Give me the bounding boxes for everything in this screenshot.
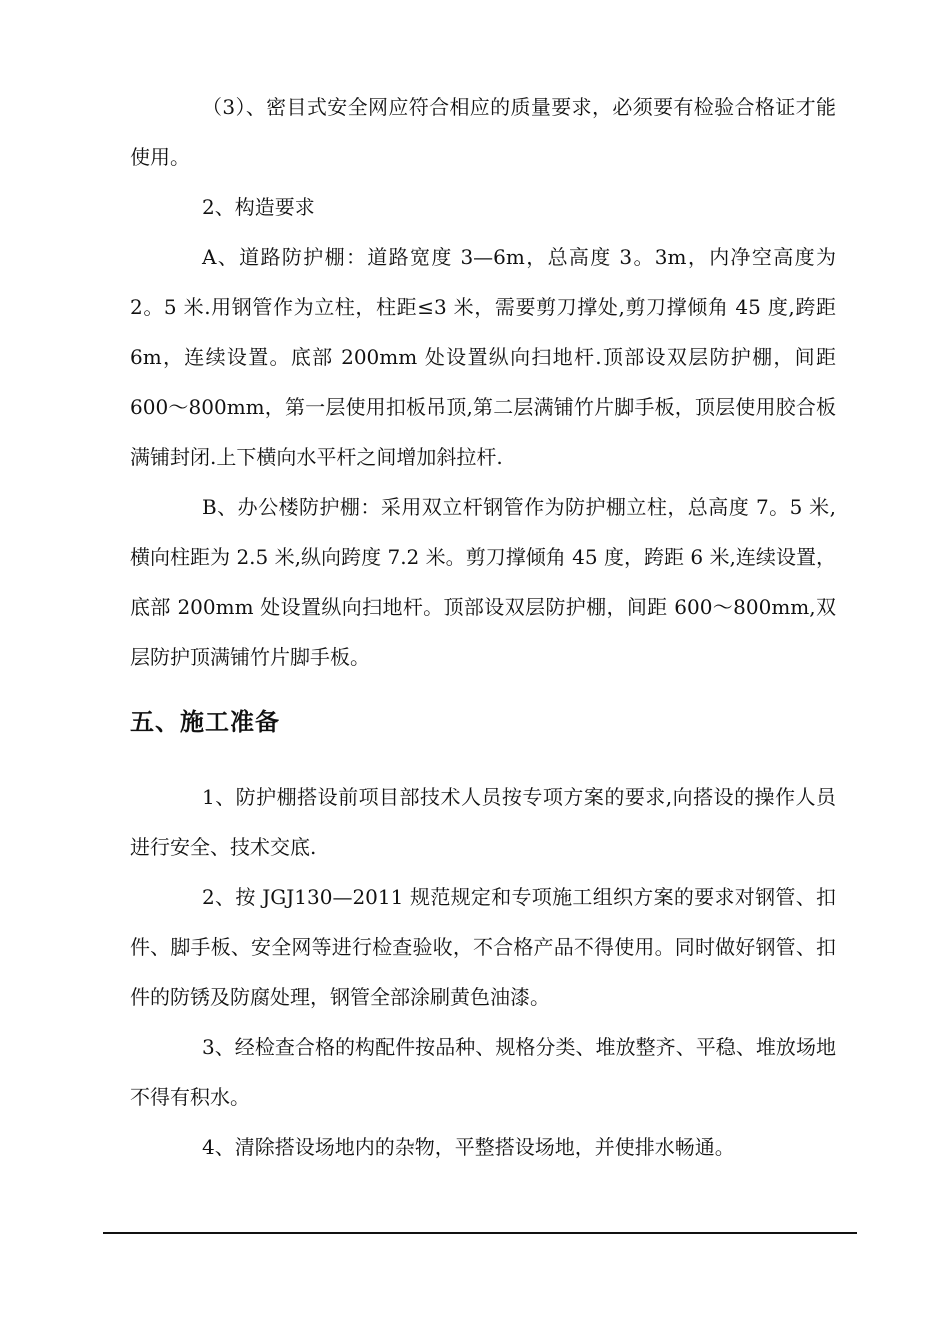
paragraph-prep-item-2: 2、按 JGJ130—2011 规范规定和专项施工组织方案的要求对钢管、扣件、脚手板、安全网等进行检查验收，不合格产品不得使用。同时做好钢管、扣件的防锈及防腐处理，钢管全部涂刷黄色油漆。 (130, 885, 836, 1009)
paragraph-office-protection-shed: B、办公楼防护棚：采用双立杆钢管作为防护棚立柱，总高度 7。5 米,横向柱距为 2.5 米,纵向跨度 7.2 米。剪刀撑倾角 45 度，跨距 6 米,连续设置，底部 200mm 处设置纵向扫地杆。顶部设双层防护棚，间距 600～800mm,双层防护顶满铺竹片脚手板。 (130, 495, 836, 669)
paragraph-prep-item-1: 1、防护棚搭设前项目部技术人员按专项方案的要求,向搭设的操作人员进行安全、技术交底. (130, 785, 836, 859)
paragraph-safety-net-quality: （3）、密目式安全网应符合相应的质量要求，必须要有检验合格证才能使用。 (130, 95, 836, 169)
paragraph-road-protection-shed: A、道路防护棚：道路宽度 3—6m，总高度 3。3m，内净空高度为 2。5 米.用钢管作为立柱，柱距≤3 米，需要剪刀撑处,剪刀撑倾角 45 度,跨距 6m，连续设置。底部 200mm 处设置纵向扫地杆.顶部设双层防护棚，间距 600～800mm，第一层使用扣板吊顶,第二层满铺竹片脚手板，顶层使用胶合板满铺封闭.上下横向水平杆之间增加斜拉杆. (130, 245, 836, 469)
paragraph-prep-item-4: 4、清除搭设场地内的杂物，平整搭设场地，并使排水畅通。 (202, 1135, 735, 1159)
section-heading-construction-preparation: 五、施工准备 (130, 708, 280, 736)
paragraph-prep-item-3: 3、经检查合格的构配件按品种、规格分类、堆放整齐、平稳、堆放场地不得有积水。 (130, 1035, 836, 1109)
paragraph-construction-requirements-title: 2、构造要求 (202, 195, 315, 219)
footer-divider (103, 1232, 857, 1234)
